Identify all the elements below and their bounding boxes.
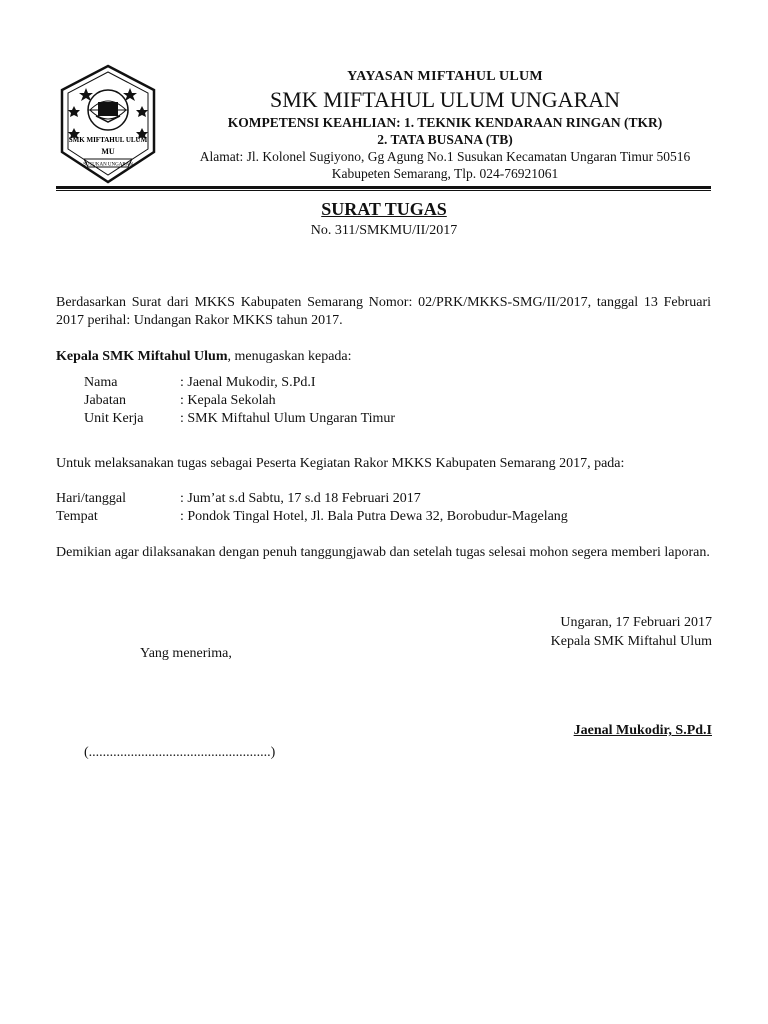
receiver-signature-blank: (....................................................) bbox=[84, 745, 276, 760]
assigner-rest: , menugaskan kepada: bbox=[227, 349, 352, 364]
field-label: Nama bbox=[84, 375, 118, 390]
assigner: Kepala SMK Miftahul Ulum bbox=[56, 349, 228, 364]
field-label: Tempat bbox=[56, 509, 98, 524]
place-date: Ungaran, 17 Februari 2017 bbox=[560, 615, 712, 630]
basis-paragraph: Berdasarkan Surat dari MKKS Kabupaten Semarang Nomor: 02/PRK/MKKS-SMG/II/2017, tanggal 13 Februari 2017 perihal: Undangan Rakor MKKS tahun 2017. bbox=[56, 295, 711, 328]
letter-number: No. 311/SMKMU/II/2017 bbox=[310, 223, 458, 238]
field-value: : Kepala Sekolah bbox=[180, 393, 276, 408]
field-label: Unit Kerja bbox=[84, 411, 144, 426]
field-label: Jabatan bbox=[84, 393, 126, 408]
foundation-name: YAYASAN MIFTAHUL ULUM bbox=[347, 69, 543, 84]
signer-name: Jaenal Mukodir, S.Pd.I bbox=[573, 723, 712, 738]
logo-mid-text: MU bbox=[101, 147, 115, 156]
closing-paragraph: Demikian agar dilaksanakan dengan penuh tanggungjawab dan setelah tugas selesai mohon segera memberi laporan. bbox=[56, 545, 710, 560]
address-line-2: Kabupeten Semarang, Tlp. 024-76921061 bbox=[331, 166, 559, 181]
field-value: : Jaenal Mukodir, S.Pd.I bbox=[180, 375, 316, 390]
school-logo bbox=[58, 64, 158, 184]
letterhead-divider-thin bbox=[56, 190, 711, 191]
field-value: : SMK Miftahul Ulum Ungaran Timur bbox=[180, 411, 396, 426]
field-value: : Pondok Tingal Hotel, Jl. Bala Putra Dewa 32, Borobudur-Magelang bbox=[180, 509, 568, 524]
competency-line-1: KOMPETENSI KEAHLIAN: 1. TEKNIK KENDARAAN RINGAN (TKR) bbox=[227, 115, 663, 130]
purpose-paragraph: Untuk melaksanakan tugas sebagai Peserta Kegiatan Rakor MKKS Kabupaten Semarang 2017, pada: bbox=[56, 456, 625, 471]
letter-title: SURAT TUGAS bbox=[321, 199, 447, 219]
logo-top-text: SMK MIFTAHUL ULUM bbox=[68, 136, 148, 144]
competency-line-2: 2. TATA BUSANA (TB) bbox=[377, 132, 513, 147]
address-line-1: Alamat: Jl. Kolonel Sugiyono, Gg Agung No.1 Susukan Kecamatan Ungaran Timur 50516 bbox=[199, 149, 691, 164]
school-name: SMK MIFTAHUL ULUM UNGARAN bbox=[269, 87, 621, 112]
field-label: Hari/tanggal bbox=[56, 491, 126, 506]
signer-position: Kepala SMK Miftahul Ulum bbox=[550, 634, 712, 649]
assignment-intro bbox=[56, 348, 711, 366]
letterhead-divider bbox=[56, 186, 711, 189]
receiver-label: Yang menerima, bbox=[140, 646, 232, 661]
letterhead bbox=[160, 68, 730, 182]
logo-bottom-text: SUSUKAN UNGARAN bbox=[83, 162, 133, 168]
field-value: : Jum’at s.d Sabtu, 17 s.d 18 Februari 2017 bbox=[180, 491, 421, 506]
